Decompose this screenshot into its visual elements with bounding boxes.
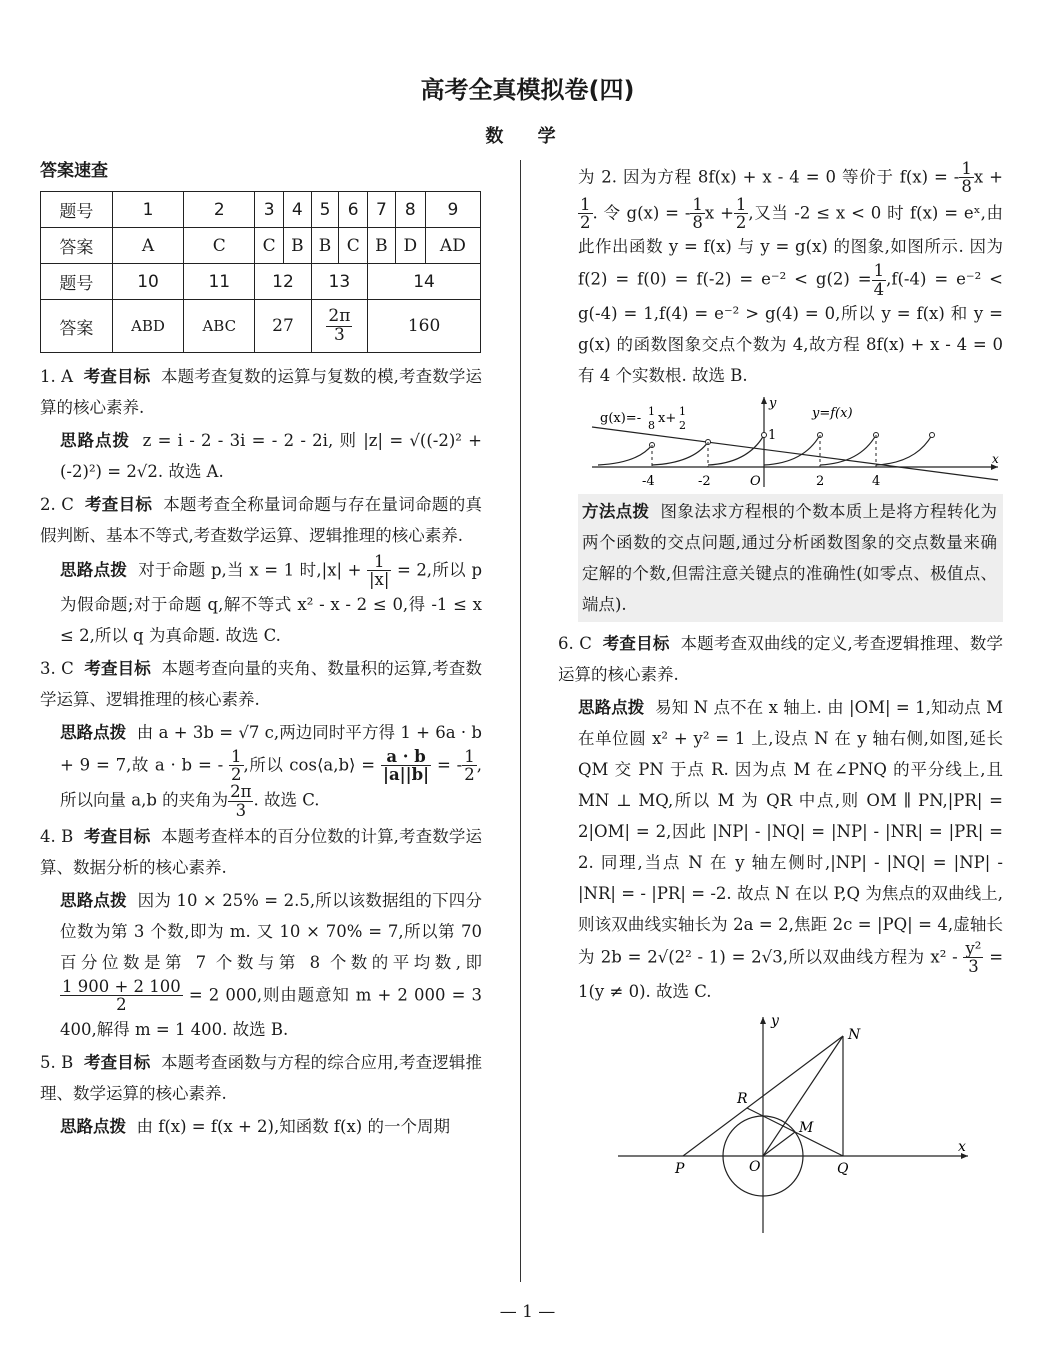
goal-keyword: 考查目标 (83, 1052, 151, 1072)
q5-cont-e: ,又当 -2 ≤ x < 0 时 f(x) = eˣ,由此作出函数 y = f(x) 与 y = g(x) 的图象,如图所示. 因为 f(2) = f(0) = f(-2) = e⁻² < g(2) = (578, 202, 1003, 289)
tick-label: -2 (698, 473, 711, 489)
q4-hint (40, 885, 482, 1045)
fraction-denominator: 3 (333, 324, 345, 345)
fraction-numerator: 1 900 + 2 100 (62, 976, 181, 996)
goal-keyword: 考查目标 (84, 495, 153, 514)
function-graph (578, 395, 1003, 490)
f-segment (876, 435, 932, 465)
q4-answer: 4. B (40, 826, 74, 846)
table-cell: 6 (339, 192, 368, 228)
open-point (930, 432, 935, 437)
fraction (959, 160, 974, 196)
hint-keyword: 思路点拨 (60, 431, 131, 450)
fraction (367, 553, 391, 589)
table-cell: 8 (395, 192, 425, 228)
q3-hint (40, 717, 482, 819)
table-cell: B (311, 228, 339, 264)
f-label: y=f(x) (812, 405, 853, 421)
fraction (60, 978, 183, 1014)
fraction-denominator: 2 (116, 995, 127, 1015)
fraction (963, 940, 983, 976)
table-cell (311, 300, 367, 353)
method-box (578, 494, 1003, 622)
fraction-numerator: 2π (230, 782, 252, 802)
q2-answer: 2. C (40, 495, 74, 514)
q4-hint-text-cont: = 2 000,则由题意知 m + 2 000 = 3 400,解得 m = 1 400. 故选 B. (60, 985, 482, 1039)
table-cell: 题号 (41, 192, 113, 228)
fraction-denominator: 2 (580, 212, 591, 232)
g-line (592, 427, 998, 480)
table-cell: 14 (368, 264, 481, 300)
q3-hint-text-b: ,所以 cos⟨a,b⟩ = (243, 754, 376, 774)
point-Q: Q (837, 1160, 849, 1177)
fraction (228, 783, 253, 819)
table-cell: A (112, 228, 184, 264)
table-cell: AD (425, 228, 480, 264)
fraction-denominator: 3 (235, 800, 247, 820)
right-column (558, 150, 1004, 1238)
q1-goal (40, 361, 482, 423)
q4-goal-text: 本题考查样本的百分位数的计算,考查数学运算、数据分析的核心素养. (40, 826, 482, 877)
q1-answer: 1. A (40, 367, 74, 386)
q5-cont-a: 为 2. 因为方程 8f(x) + x - 4 = 0 等价于 f(x) = - (578, 167, 960, 187)
table-cell: 5 (311, 192, 339, 228)
label-one: 1 (768, 427, 777, 443)
y-axis-arrow (760, 1017, 766, 1024)
table-cell: C (339, 228, 368, 264)
answer-table (40, 191, 481, 353)
q2-goal-text: 本题考查全称量词命题与存在量词命题的真假判断、基本不等式,考查数学运算、逻辑推理的核心素养. (40, 495, 482, 545)
left-column (40, 150, 482, 1144)
fraction-numerator: 1 (961, 159, 972, 178)
fraction (578, 196, 593, 232)
method-text: 图象法求方程根的个数本质上是将方程转化为两个函数的交点问题,通过分析函数图象的交点数量来确定解的个数,但需注意关键点的准确性(如零点、极值点、端点). (582, 501, 998, 614)
table-cell: 160 (368, 300, 481, 353)
q3-goal-text: 本题考查向量的夹角、数量积的运算,考查数学运算、逻辑推理的核心素养. (40, 658, 482, 709)
fraction-denominator: 8 (961, 177, 972, 197)
goal-keyword: 考查目标 (83, 826, 151, 846)
q2-hint (40, 553, 482, 651)
q4-goal (40, 821, 482, 883)
g-label-n2: 1 (679, 404, 686, 418)
table-cell: ABC (184, 300, 255, 353)
q2-hint-text: 对于命题 p,当 x = 1 时,|x| + (138, 560, 362, 580)
table-cell: 10 (112, 264, 184, 300)
open-point (762, 432, 767, 437)
q3-answer: 3. C (40, 658, 74, 678)
hint-keyword: 思路点拨 (578, 697, 645, 717)
fraction-denominator: 8 (692, 212, 703, 232)
point-M: M (799, 1119, 814, 1136)
q3-goal (40, 653, 482, 715)
table-cell: 9 (425, 192, 480, 228)
fraction-denominator: 3 (968, 957, 979, 977)
table-cell: 1 (112, 192, 184, 228)
table-cell: 13 (311, 264, 367, 300)
fraction-numerator: 1 (692, 194, 703, 214)
table-cell: 12 (255, 264, 311, 300)
q2-goal (40, 489, 482, 551)
fraction-denominator: 2 (231, 764, 242, 784)
q5-hint (40, 1111, 482, 1142)
fraction-numerator: 1 (873, 261, 885, 281)
hint-keyword: 思路点拨 (60, 1116, 126, 1136)
q1-goal-text: 本题考查复数的运算与复数的模,考查数学运算的核心素养. (40, 367, 482, 417)
q4-hint-text: 因为 10 × 25% = 2.5,所以该数据组的下四分位数为第 3 个数,即为 m. 又 10 × 70% = 7,所以第 70 百分位数是第 7 个数与第 8 个数的平均数,即 (60, 890, 483, 972)
q5-hint-text: 由 f(x) = f(x + 2),知函数 f(x) 的一个周期 (136, 1116, 450, 1136)
f-segment (708, 435, 764, 465)
goal-keyword: 考查目标 (602, 633, 670, 653)
fraction (229, 748, 244, 784)
fraction-numerator: 1 (580, 194, 591, 214)
method-keyword: 方法点拨 (582, 501, 650, 521)
fraction-denominator: 4 (873, 279, 885, 299)
subject-heading: 数 学 (485, 126, 570, 147)
fraction-denominator: |x| (368, 570, 390, 590)
q3-hint-text-c: = - (437, 754, 463, 774)
goal-keyword: 考查目标 (84, 658, 151, 678)
q6-hint (578, 692, 1003, 1007)
q6-answer: 6. C (558, 633, 592, 653)
table-cell: B (284, 228, 312, 264)
table-cell: C (255, 228, 284, 264)
table-cell: 2 (184, 192, 255, 228)
y-label: y (771, 1012, 779, 1029)
fraction-numerator: 2π (328, 305, 351, 326)
point-R: R (737, 1090, 748, 1107)
table-cell: 3 (255, 192, 284, 228)
fraction-denominator: 2 (464, 764, 475, 784)
g-label-d2: 2 (679, 418, 686, 432)
q1-hint-text: z = i - 2 - 3i = - 2 - 2i, 则 |z| = √((-2)² + (-2)²) = 2√2. 故选 A. (60, 431, 483, 481)
q5-goal (40, 1047, 482, 1109)
table-cell: 27 (255, 300, 311, 353)
hint-keyword: 思路点拨 (60, 560, 128, 580)
q5-cont-d: x + (704, 202, 734, 222)
hint-keyword: 思路点拨 (60, 890, 127, 910)
q6-goal-text: 本题考查双曲线的定义,考查逻辑推理、数学运算的核心素养. (558, 633, 1004, 684)
fraction-denominator: 2 (735, 212, 747, 232)
fraction-denominator: |a||b| (382, 764, 430, 784)
goal-keyword: 考查目标 (83, 367, 151, 386)
table-cell: B (368, 228, 396, 264)
q3-hint-text-d: ,所以向量 a,b 的夹角为 (60, 754, 482, 810)
fraction (381, 748, 431, 784)
x-axis-label: x (992, 451, 999, 466)
q3-hint-text: 由 a + 3b = √7 c,两边同时平方得 1 + 6a · b + 9 = 7,故 a · b = - (60, 722, 482, 774)
q1-hint (40, 425, 482, 487)
fraction-numerator: 1 (464, 746, 475, 766)
fraction (690, 196, 705, 232)
table-cell: ABD (112, 300, 184, 353)
fraction-numerator: 1 (735, 194, 747, 214)
page-title: 高考全真模拟卷(四) (420, 76, 635, 104)
q5-cont-b: x + (973, 167, 1003, 187)
fraction (462, 748, 477, 784)
q5-answer: 5. B (40, 1052, 74, 1072)
fraction-numerator: 1 (231, 746, 242, 766)
g-label-n1: 1 (648, 404, 655, 418)
q2-hint-text-cont: = 2,所以 p 为假命题;对于命题 q,解不等式 x² - x - 2 ≤ 0,得 -1 ≤ x ≤ 2,所以 q 为真命题. 故选 C. (60, 560, 483, 645)
fraction-numerator: 1 (367, 553, 391, 571)
f-segment (598, 445, 652, 465)
line-OM (763, 1132, 795, 1156)
q5-goal-text: 本题考查函数与方程的综合应用,考查逻辑推理、数学运算的核心素养. (40, 1052, 482, 1103)
y-axis-arrow (761, 397, 767, 404)
table-cell: 答案 (41, 228, 113, 264)
hint-keyword: 思路点拨 (60, 722, 127, 742)
point-O: O (749, 1158, 761, 1175)
table-cell: 11 (184, 264, 255, 300)
y-axis-label: y (769, 395, 777, 411)
page-number: — 1 — (499, 1302, 556, 1322)
f-segment (652, 442, 708, 465)
answer-fraction (326, 305, 352, 345)
table-cell: C (184, 228, 255, 264)
x-label: x (958, 1138, 966, 1155)
origin-label: O (750, 473, 761, 489)
g-label-d1: 8 (648, 418, 655, 432)
fraction (872, 262, 887, 298)
tick-label: -4 (642, 473, 655, 489)
q6-hint-text-cont: = 1(y ≠ 0). 故选 C. (578, 947, 1004, 1001)
point-N: N (848, 1026, 861, 1043)
q5-cont-f: ,f(-4) = e⁻² < g(-4) = 1,f(4) = e⁻² > g(4) = 0,所以 y = f(x) 和 y = g(x) 的函数图象交点个数为 4,故方程 8f(x) + x - 4 = 0 有 4 个实数根. 故选 B. (578, 269, 1003, 385)
table-cell: 4 (284, 192, 312, 228)
table-cell: 7 (368, 192, 396, 228)
tick-label: 2 (816, 473, 825, 489)
hyperbola-diagram (578, 1013, 1003, 1238)
g-label-mid: x+ (658, 410, 677, 426)
fraction (734, 196, 749, 232)
column-divider (520, 160, 521, 1282)
q3-hint-text-e: . 故选 C. (253, 790, 320, 810)
table-cell: 答案 (41, 300, 113, 353)
point-P: P (675, 1160, 685, 1177)
q6-hint-text: 易知 N 点不在 x 轴上. 由 |OM| = 1,知动点 M 在单位圆 x² + y² = 1 上,设点 N 在 y 轴右侧,如图,延长 QM 交 PN 于点 R. 因为点 M 在∠PNQ 的平分线上,且 MN ⊥ MQ,所以 M 为 QR 中点,则 OM ∥ PN,|PR| = 2|OM| = 2,因此 |NP| - |NQ| = |NP| - |NR| = |PR| = 2. 同理,当点 N 在 y 轴左侧时,|NP| - |NQ| = |NP| - |NR| = - |PR| = -2. 故点 N 在以 P,Q 为焦点的双曲线上,则该双曲线实轴长为 2a = 2,焦距 2c = |PQ| = 4,虚轴长为 2b = 2√(2² - 1) = 2√3,所以双曲线方程为 x² - (578, 697, 1003, 967)
table-cell: D (395, 228, 425, 264)
fraction-numerator: a · b (381, 748, 431, 766)
fraction-numerator: y² (965, 938, 982, 958)
tick-label: 4 (872, 473, 881, 489)
line-NM (763, 1036, 843, 1156)
table-cell: 题号 (41, 264, 113, 300)
q5-cont-c: . 令 g(x) = - (592, 202, 691, 222)
answer-table-heading: 答案速查 (40, 161, 108, 181)
q6-goal (558, 628, 1003, 690)
q5-hint-continued (578, 160, 1003, 391)
g-label: g(x)=- (600, 410, 642, 426)
